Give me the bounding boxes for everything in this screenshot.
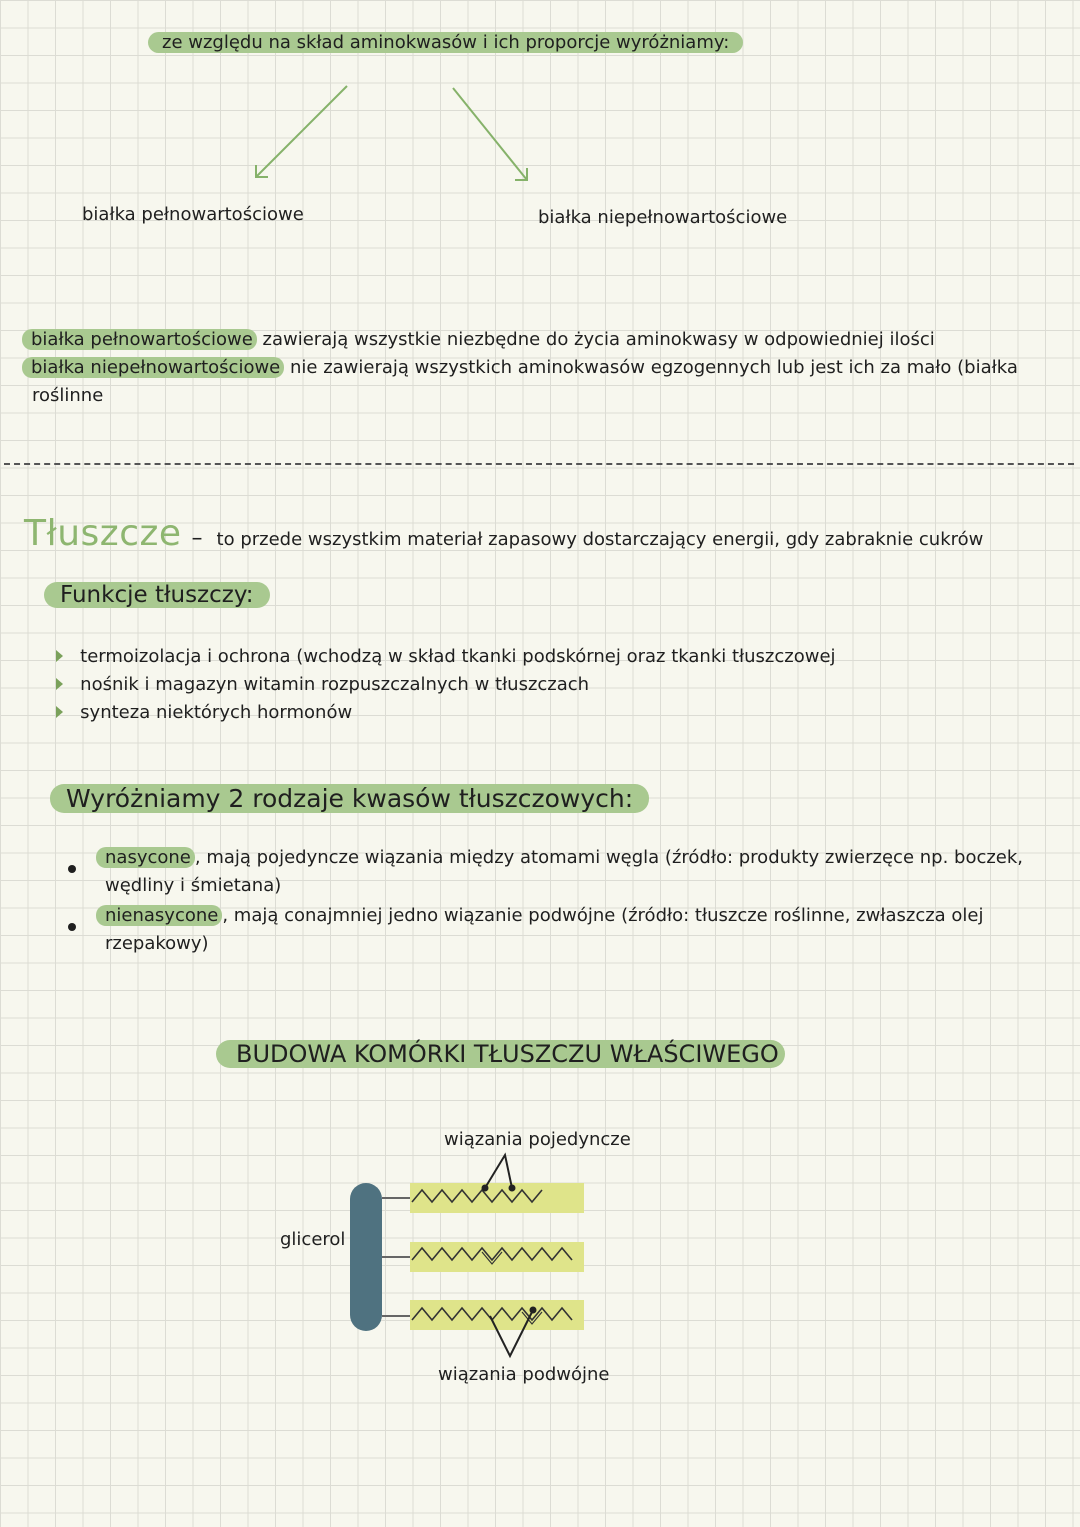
label-double-bonds: wiązania podwójne [438,1364,610,1385]
term-unsaturated: nienasycone [96,905,222,926]
triangle-bullet-icon [56,706,63,718]
protein-definitions: białka pełnowartościowe zawierają wszystkie niezbędne do życia aminokwasy w odpowiedniej ilości białka niepełnowartościowe nie zawierają wszystkich aminokwasów egzogennych lub jest ich za mało (białka roślinne [22,326,1062,410]
acids-list [68,844,1058,958]
fatty-acid-chain-bg [410,1242,584,1272]
term-saturated: nasycone [96,847,195,868]
triangle-bullet-icon [56,650,63,662]
definition-complete: białka pełnowartościowe zawierają wszystkie niezbędne do życia aminokwasy w odpowiedniej ilości [22,326,1062,354]
functions-heading: Funkcje tłuszczy: [44,582,270,608]
list-item: synteza niektórych hormonów [56,699,836,727]
list-item: nasycone , mają pojedyncze wiązania między atomami węgla (źródło: produkty zwierzęce np. boczek, wędliny i śmietana) [68,844,1058,900]
list-item: termoizolacja i ochrona (wchodzą w skład tkanki podskórnej oraz tkanki tłuszczowej [56,643,836,671]
list-item: nienasycone , mają conajmniej jedno wiązanie podwójne (źródło: tłuszcze roślinne, zwłaszcza olej rzepakowy) [68,902,1058,958]
list-item: nośnik i magazyn witamin rozpuszczalnych w tłuszczach [56,671,836,699]
label-glycerol: glicerol [280,1229,346,1250]
protein-type-incomplete: białka niepełnowartościowe [538,207,788,228]
term-incomplete: białka niepełnowartościowe [22,357,284,378]
fats-title-row [24,513,983,554]
arrow-right [453,88,527,180]
fats-title: Tłuszcze [24,513,182,554]
bullet-dot-icon [68,923,76,931]
term-complete: białka pełnowartościowe [22,329,257,350]
proteins-intro: ze względu na skład aminokwasów i ich proporcje wyróżniamy: [148,32,743,53]
definition-incomplete: białka niepełnowartościowe nie zawierają wszystkich aminokwasów egzogennych lub jest ich za mało (białka [22,354,1062,382]
diagram-title: BUDOWA KOMÓRKI TŁUSZCZU WŁAŚCIWEGO [216,1040,785,1068]
triangle-bullet-icon [56,678,63,690]
title-dash: – [191,526,203,551]
functions-list [56,643,836,727]
protein-type-complete: białka pełnowartościowe [82,204,304,225]
label-single-bonds: wiązania pojedyncze [444,1129,631,1150]
section-divider [4,463,1074,465]
arrow-left [256,86,347,177]
fats-subtitle: to przede wszystkim materiał zapasowy dostarczający energii, gdy zabraknie cukrów [216,529,984,550]
glycerol-backbone [350,1183,382,1331]
acids-heading: Wyróżniamy 2 rodzaje kwasów tłuszczowych: [50,784,649,813]
bullet-dot-icon [68,865,76,873]
